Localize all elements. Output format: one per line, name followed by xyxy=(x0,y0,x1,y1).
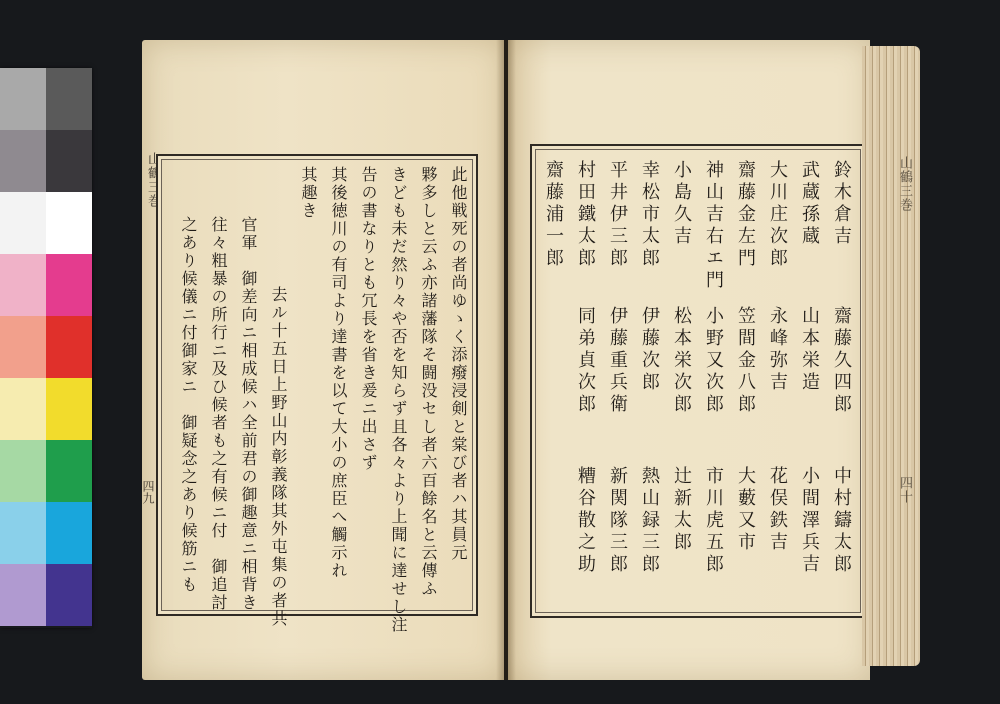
name-entry: 永峰弥吉 xyxy=(767,306,788,394)
color-swatch xyxy=(46,316,92,378)
color-swatch xyxy=(0,564,46,626)
left-text-frame xyxy=(156,154,478,634)
text-column: 此他戦死の者尚ゆゝく添癈浸剣と棠び者ハ其員元 xyxy=(449,166,468,562)
open-book xyxy=(142,40,920,680)
name-entry: 花俣鉄吉 xyxy=(767,466,788,554)
text-column: 夥多しと云ふ亦諸藩隊そ闘没セし者六百餘名と云傳ふ xyxy=(419,166,438,598)
color-swatch xyxy=(0,130,46,192)
edge-page-number: 四十 xyxy=(897,476,912,504)
color-swatch xyxy=(46,502,92,564)
name-entry: 伊藤重兵衛 xyxy=(607,306,628,416)
left-page xyxy=(142,40,504,680)
name-entry: 山本栄造 xyxy=(799,306,820,394)
name-entry: 大川庄次郎 xyxy=(767,160,788,270)
name-entry: 松本栄次郎 xyxy=(671,306,692,416)
name-entry: 辻新太郎 xyxy=(671,466,692,554)
color-swatch xyxy=(46,254,92,316)
left-margin-title: 山鶴三巻 xyxy=(145,152,160,208)
text-column: 其後徳川の有司より達書を以て大小の庶臣へ觸示れ xyxy=(329,166,348,580)
color-swatch xyxy=(0,254,46,316)
name-entry: 伊藤次郎 xyxy=(639,306,660,394)
name-entry: 鈴木倉吉 xyxy=(831,160,852,248)
name-entry: 武蔵孫蔵 xyxy=(799,160,820,248)
name-entry: 熱山録三郎 xyxy=(639,466,660,576)
name-entry: 中村鑄太郎 xyxy=(831,466,852,576)
book-gutter xyxy=(496,40,516,680)
name-entry: 同弟貞次郎 xyxy=(575,306,596,416)
text-column: 之あり候儀ニ付御家ニ 御疑念之あり候筋ニも xyxy=(179,216,198,594)
text-column: 其趣き xyxy=(299,166,318,220)
name-entry: 齋藤浦一郎 xyxy=(543,160,564,270)
left-page-number: 四九 xyxy=(141,480,155,504)
name-entry: 幸松市太郎 xyxy=(639,160,660,270)
name-entry: 齋藤久四郎 xyxy=(831,306,852,416)
page-edges xyxy=(862,46,920,666)
name-entry: 村田鐵太郎 xyxy=(575,160,596,270)
text-column: 官軍 御差向ニ相成候ハ全前君の御趣意ニ相背き xyxy=(239,216,258,612)
right-text-frame xyxy=(530,144,866,618)
text-column: きども未だ然り々や否を知らず且各々より上聞に達せし注 xyxy=(389,166,408,634)
name-entry: 平井伊三郎 xyxy=(607,160,628,270)
color-swatch xyxy=(0,502,46,564)
color-swatch xyxy=(46,440,92,502)
name-entry: 小間澤兵吉 xyxy=(799,466,820,576)
name-entry: 新関隊三郎 xyxy=(607,466,628,576)
text-column: 往々粗暴の所行ニ及ひ候者も之有候ニ付 御追討 xyxy=(209,216,228,612)
name-entry: 大藪又市 xyxy=(735,466,756,554)
text-column: 去ル十五日上野山内彰義隊其外屯集の者共 xyxy=(269,286,288,628)
name-entry: 小野又次郎 xyxy=(703,306,724,416)
name-entry: 小島久吉 xyxy=(671,160,692,248)
color-swatch xyxy=(0,68,46,130)
color-swatch xyxy=(46,564,92,626)
edge-title: 山鶴三巻 xyxy=(897,156,912,212)
color-swatch xyxy=(46,378,92,440)
color-swatch xyxy=(0,440,46,502)
color-swatch xyxy=(46,68,92,130)
color-swatch xyxy=(0,378,46,440)
name-entry: 糟谷散之助 xyxy=(575,466,596,576)
text-column: 告の書なりとも冗長を省き爰ニ出さず xyxy=(359,166,378,472)
color-swatch xyxy=(46,192,92,254)
color-swatch xyxy=(0,316,46,378)
name-entry: 神山吉右エ門 xyxy=(703,160,724,292)
name-entry: 笠間金八郎 xyxy=(735,306,756,416)
color-calibration-card xyxy=(0,68,92,628)
name-entry: 市川虎五郎 xyxy=(703,466,724,576)
name-entry: 齋藤金左門 xyxy=(735,160,756,270)
right-page xyxy=(508,40,870,680)
color-swatch xyxy=(46,130,92,192)
color-swatch xyxy=(0,192,46,254)
